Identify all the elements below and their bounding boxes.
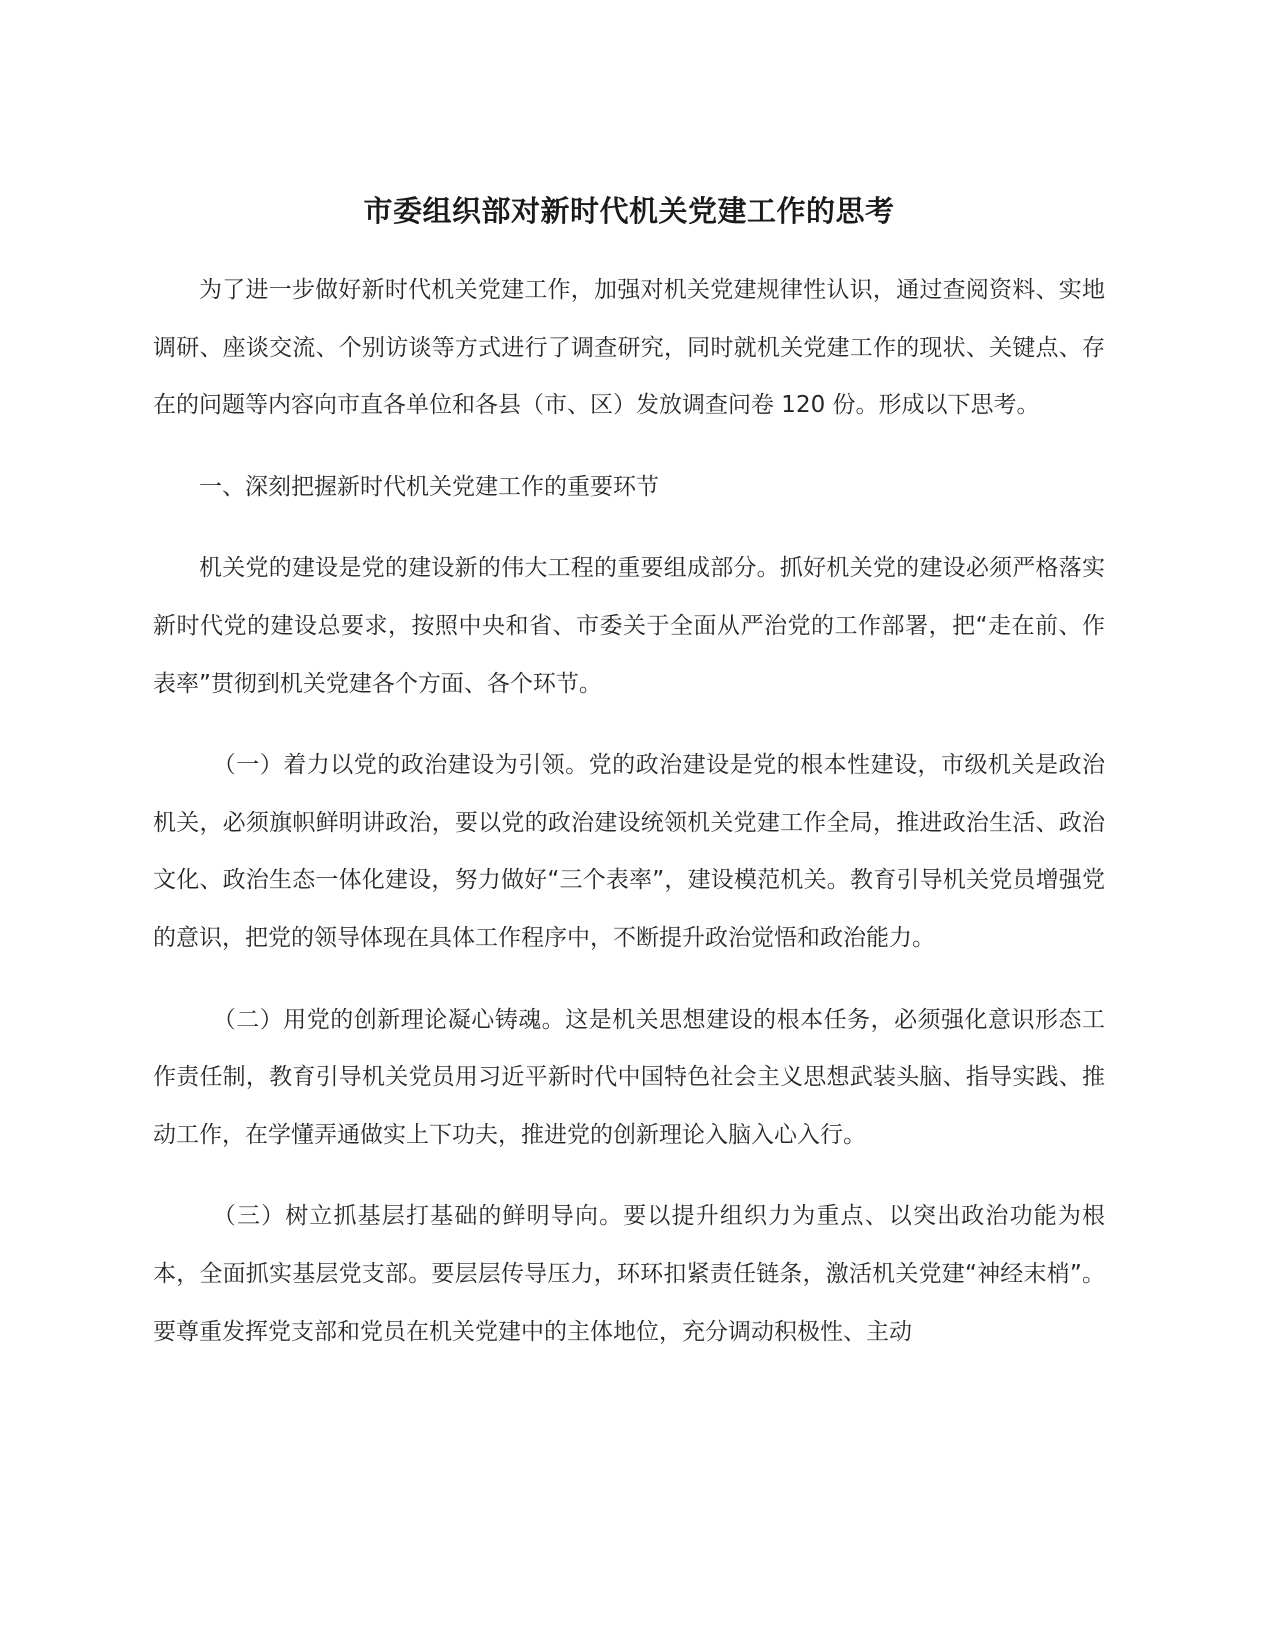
subsection-paragraph-2: （二）用党的创新理论凝心铸魂。这是机关思想建设的根本任务，必须强化意识形态工作责任制，教育引导机关党员用习近平新时代中国特色社会主义思想武装头脑、指导实践、推动工作，在学懂弄通做实上下功夫，推进党的创新理论入脑入心入行。: [153, 1006, 1105, 1148]
section-paragraph: 机关党的建设是党的建设新的伟大工程的重要组成部分。抓好机关党的建设必须严格落实新时代党的建设总要求，按照中央和省、市委关于全面从严治党的工作部署，把“走在前、作表率”贯彻到机关党建各个方面、各个环节。: [153, 555, 1105, 697]
section-heading-1: 一、深刻把握新时代机关党建工作的重要环节: [199, 473, 659, 500]
document-title: 市委组织部对新时代机关党建工作的思考: [363, 194, 895, 228]
document-body: [153, 186, 1105, 1361]
intro-paragraph: 为了进一步做好新时代机关党建工作，加强对机关党建规律性认识，通过查阅资料、实地调研、座谈交流、个别访谈等方式进行了调查研究，同时就机关党建工作的现状、关键点、存在的问题等内容向市直各单位和各县（市、区）发放调查问卷 120 份。形成以下思考。: [153, 277, 1105, 419]
subsection-paragraph-1: （一）着力以党的政治建设为引领。党的政治建设是党的根本性建设，市级机关是政治机关，必须旗帜鲜明讲政治，要以党的政治建设统领机关党建工作全局，推进政治生活、政治文化、政治生态一体化建设，努力做好“三个表率”，建设模范机关。教育引导机关党员增强党的意识，把党的领导体现在具体工作程序中，不断提升政治觉悟和政治能力。: [153, 752, 1105, 951]
subsection-paragraph-3: （三）树立抓基层打基础的鲜明导向。要以提升组织力为重点、以突出政治功能为根本，全面抓实基层党支部。要层层传导压力，环环扣紧责任链条，激活机关党建“神经末梢”。要尊重发挥党支部和党员在机关党建中的主体地位，充分调动积极性、主动: [153, 1203, 1105, 1345]
